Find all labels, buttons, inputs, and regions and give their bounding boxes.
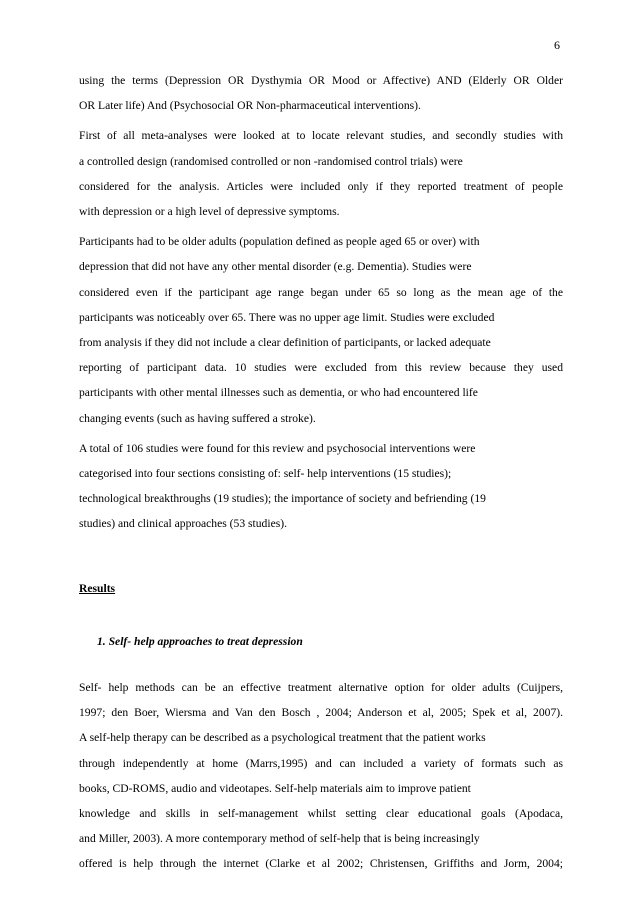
text-line: A self-help therapy can be described as a psychological treatment that the patient works bbox=[79, 731, 486, 745]
section-heading: 1. Self- help approaches to treat depression bbox=[97, 634, 303, 648]
results-heading: Results bbox=[79, 581, 116, 595]
paragraph-self-help bbox=[79, 675, 563, 877]
text-line: offered is help through the internet (Clarke et al 2002; Christensen, Griffiths and Jorm, 2004; bbox=[79, 857, 563, 871]
text-line: knowledge and skills in self-management whilst setting clear educational goals (Apodaca, bbox=[79, 807, 563, 821]
text-line: books, CD-ROMS, audio and videotapes. Self-help materials aim to improve patient bbox=[79, 781, 471, 795]
text-line: OR Later life) And (Psychosocial OR Non-pharmaceutical interventions). bbox=[79, 99, 421, 113]
text-line: participants with other mental illnesses such as dementia, or who had encountered life bbox=[79, 386, 478, 400]
text-line: with depression or a high level of depressive symptoms. bbox=[79, 205, 340, 219]
text-line: Participants had to be older adults (population defined as people aged 65 or over) with bbox=[79, 235, 480, 249]
paragraph-search-terms bbox=[79, 68, 563, 118]
paragraph-studies-total bbox=[79, 436, 563, 537]
text-line: participants was noticeably over 65. There was no upper age limit. Studies were excluded bbox=[79, 310, 495, 324]
text-line: changing events (such as having suffered a stroke). bbox=[79, 411, 316, 425]
text-line: and Miller, 2003). A more contemporary method of self-help that is being increasingly bbox=[79, 832, 480, 846]
text-line: using the terms (Depression OR Dysthymia OR Mood or Affective) AND (Elderly OR Older bbox=[79, 74, 563, 87]
text-line: a controlled design (randomised controlled or non -randomised control trials) were bbox=[79, 154, 463, 168]
text-line: technological breakthroughs (19 studies); the importance of society and befriending (19 bbox=[79, 492, 486, 506]
page-number: 6 bbox=[554, 38, 560, 52]
text-line: through independently at home (Marrs,1995) and can included a variety of formats such as bbox=[79, 756, 563, 770]
text-line: A total of 106 studies were found for this review and psychosocial interventions were bbox=[79, 441, 476, 455]
text-line: considered for the analysis. Articles were included only if they reported treatment of people bbox=[79, 179, 563, 193]
text-line: First of all meta-analyses were looked at to locate relevant studies, and secondly studies with bbox=[79, 129, 563, 143]
text-line: considered even if the participant age range began under 65 so long as the mean age of the bbox=[79, 285, 563, 299]
text-line: 1997; den Boer, Wiersma and Van den Bosch , 2004; Anderson et al, 2005; Spek et al, 2007). bbox=[79, 706, 563, 720]
text-line: studies) and clinical approaches (53 studies). bbox=[79, 517, 287, 531]
text-line: depression that did not have any other mental disorder (e.g. Dementia). Studies were bbox=[79, 260, 472, 274]
paragraph-method bbox=[79, 123, 563, 224]
text-line: Self- help methods can be an effective treatment alternative option for older adults (Cuijpers, bbox=[79, 681, 563, 695]
body-text bbox=[79, 68, 563, 877]
text-line: reporting of participant data. 10 studies were excluded from this review because they used bbox=[79, 361, 563, 375]
paragraph-participants bbox=[79, 229, 563, 431]
text-line: from analysis if they did not include a clear definition of participants, or lacked adequate bbox=[79, 336, 491, 350]
text-line: categorised into four sections consisting of: self- help interventions (15 studies); bbox=[79, 467, 452, 481]
